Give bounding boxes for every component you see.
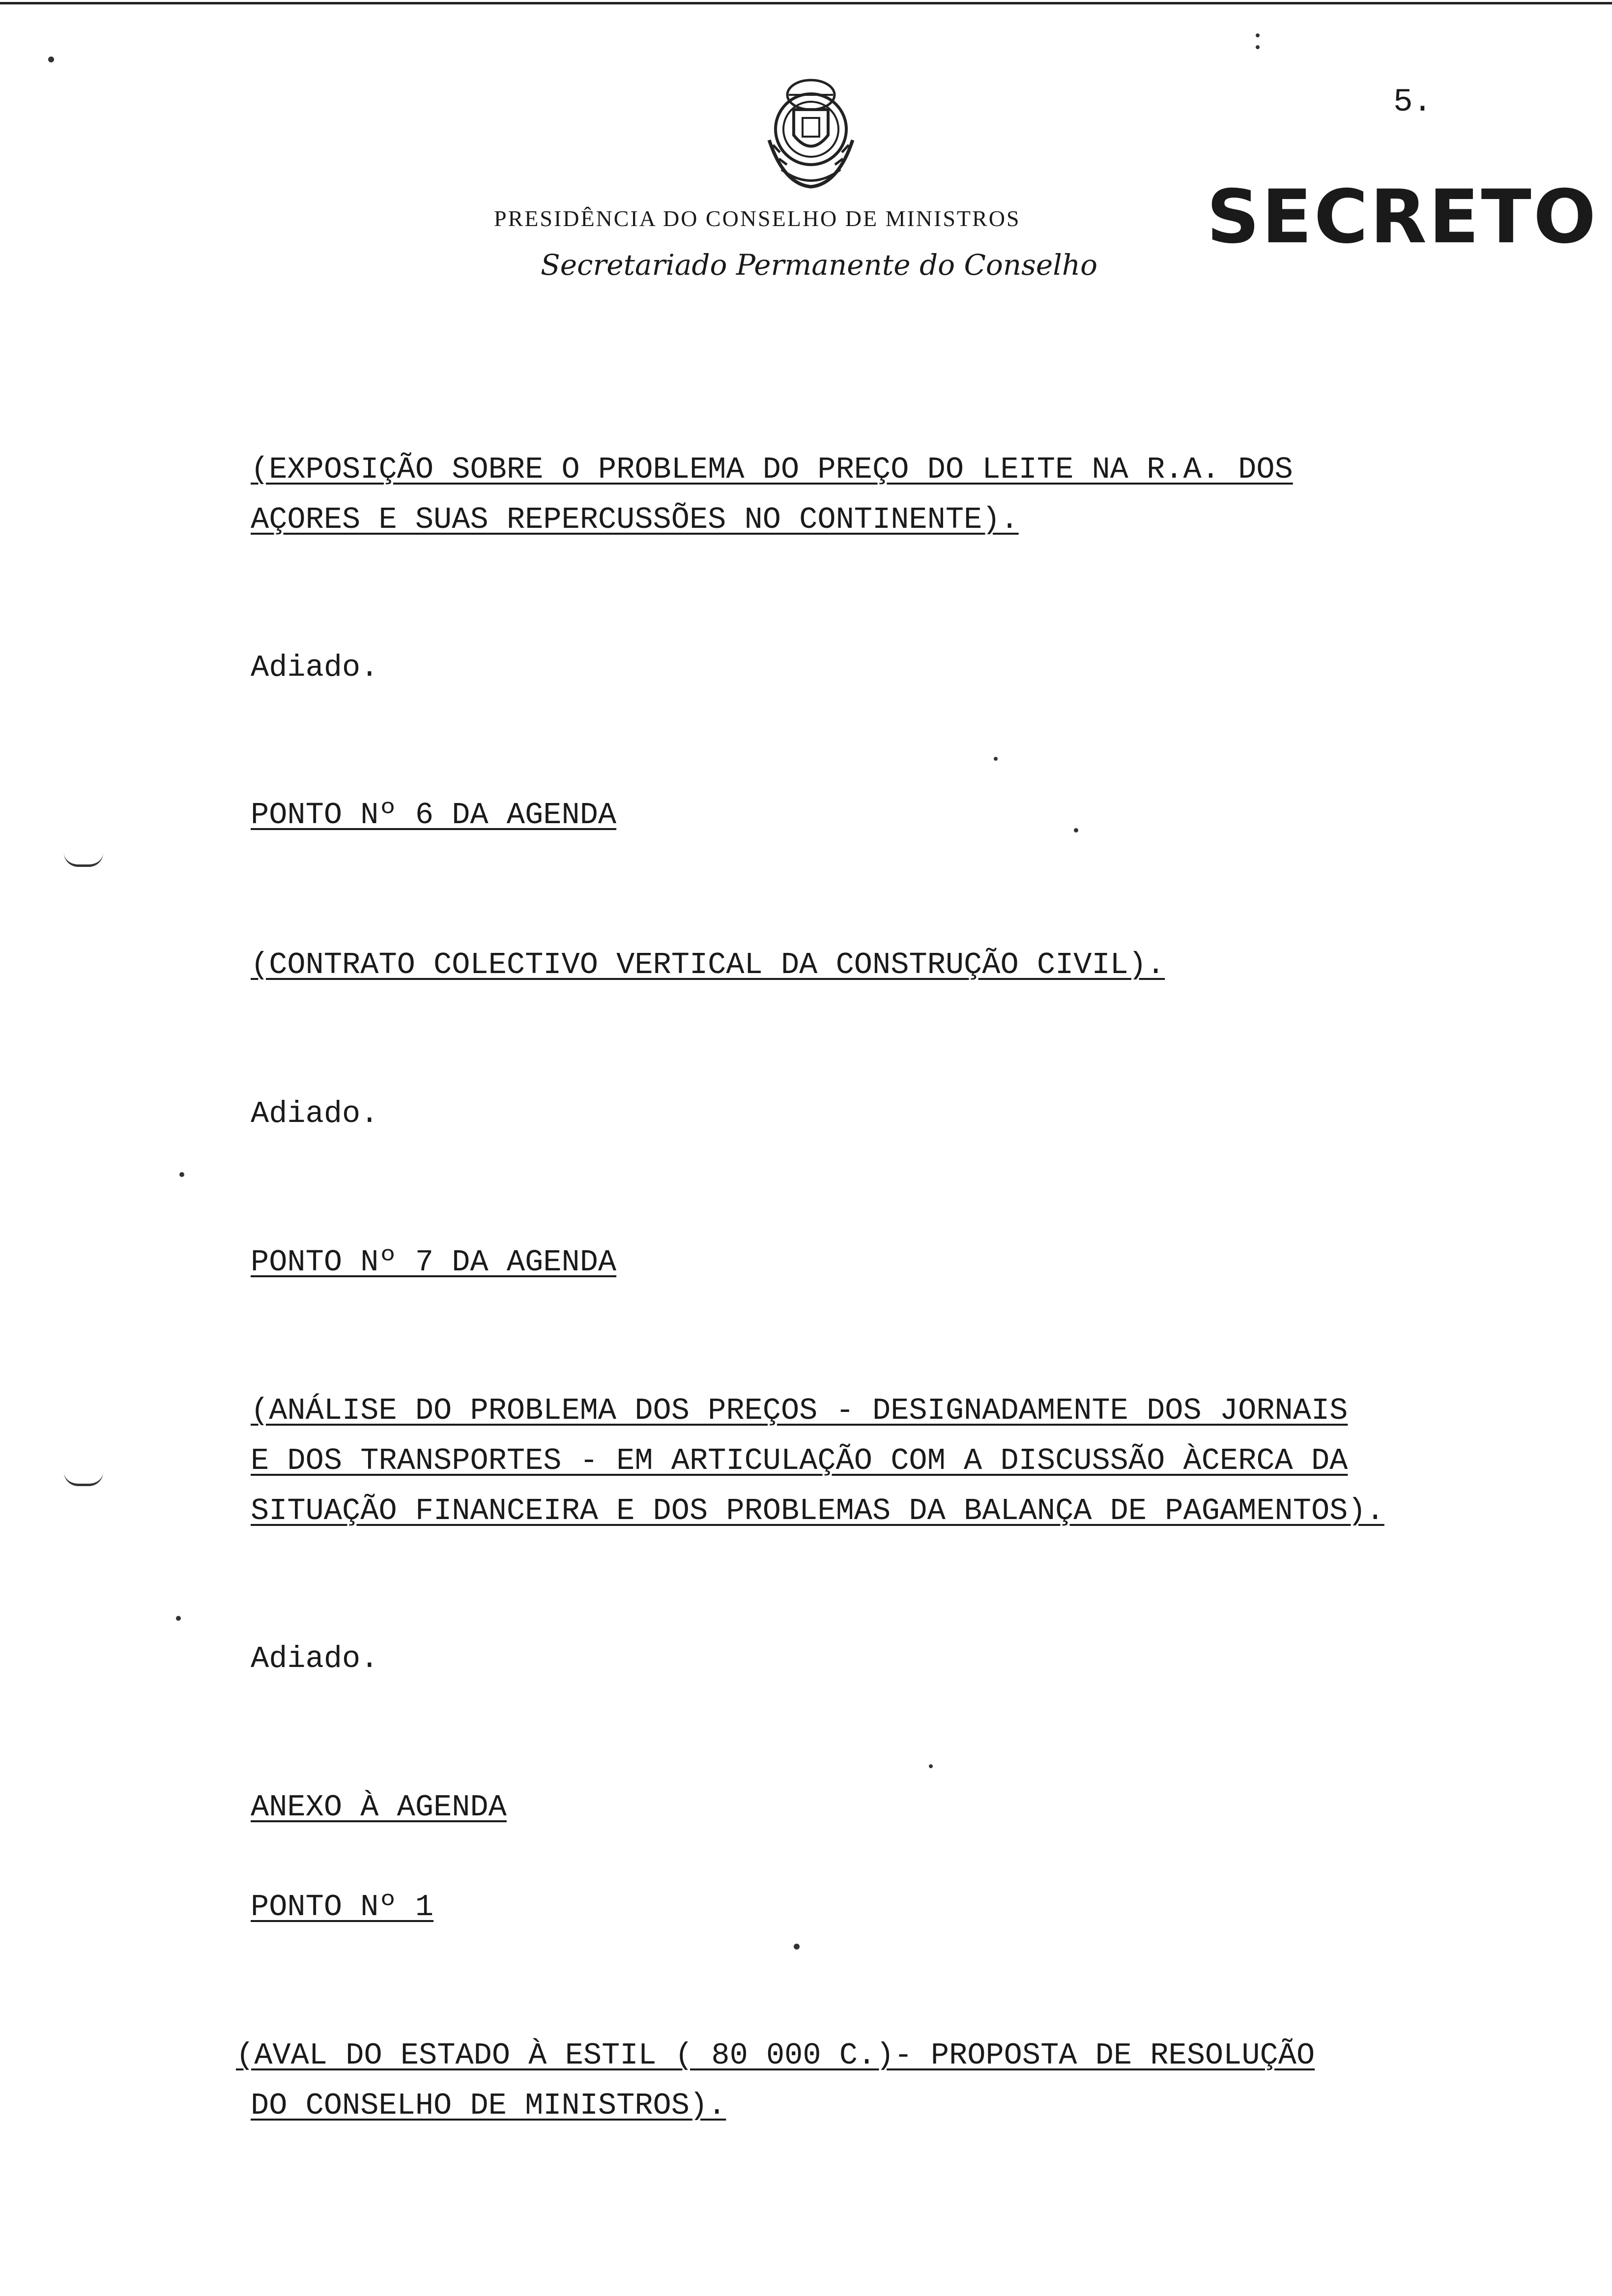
organization-name: PRESIDÊNCIA DO CONSELHO DE MINISTROS — [494, 206, 1021, 231]
top-rule — [0, 2, 1612, 4]
scan-speck — [794, 1944, 800, 1950]
page-number: 5. — [1393, 84, 1433, 120]
item5-result: Adiado. — [251, 650, 379, 685]
scan-speck — [48, 57, 54, 62]
item5-title-line1: (EXPOSIÇÃO SOBRE O PROBLEMA DO PREÇO DO LEITE NA R.A. DOS — [251, 452, 1293, 487]
item5-title-line2: AÇORES E SUAS REPERCUSSÕES NO CONTINENTE). — [251, 502, 1019, 537]
scan-speck — [176, 1616, 181, 1621]
annex-title-line2: DO CONSELHO DE MINISTROS). — [251, 2088, 726, 2123]
item6-title: (CONTRATO COLECTIVO VERTICAL DA CONSTRUÇÃO CIVIL). — [251, 947, 1165, 982]
item6-result: Adiado. — [251, 1096, 379, 1131]
scan-speck — [994, 757, 998, 761]
coat-of-arms-icon — [754, 71, 867, 194]
item7-title-line3: SITUAÇÃO FINANCEIRA E DOS PROBLEMAS DA BALANÇA DE PAGAMENTOS). — [251, 1493, 1384, 1528]
classification-stamp: SECRETO — [1207, 174, 1598, 260]
annex-title-line1: (AVAL DO ESTADO À ESTIL ( 80 000 C.)- PROPOSTA DE RESOLUÇÃO — [236, 2038, 1315, 2073]
item6-heading: PONTO Nº 6 DA AGENDA — [251, 798, 617, 832]
margin-punch-mark — [64, 1472, 103, 1486]
item7-title-line1: (ANÁLISE DO PROBLEMA DOS PREÇOS - DESIGNADAMENTE DOS JORNAIS — [251, 1393, 1348, 1428]
item7-title-line2: E DOS TRANSPORTES - EM ARTICULAÇÃO COM A DISCUSSÃO ÀCERCA DA — [251, 1443, 1348, 1478]
scan-speck — [1256, 45, 1260, 49]
margin-punch-mark — [64, 853, 103, 867]
scan-speck — [179, 1172, 184, 1177]
item7-result: Adiado. — [251, 1641, 379, 1676]
scan-speck — [1256, 33, 1260, 37]
annex-heading: ANEXO À AGENDA — [251, 1790, 507, 1825]
scan-speck — [929, 1764, 933, 1768]
annex-point-heading: PONTO Nº 1 — [251, 1890, 434, 1924]
scan-speck — [1074, 828, 1078, 832]
item7-heading: PONTO Nº 7 DA AGENDA — [251, 1245, 617, 1280]
department-name: Secretariado Permanente do Conselho — [541, 248, 1098, 282]
